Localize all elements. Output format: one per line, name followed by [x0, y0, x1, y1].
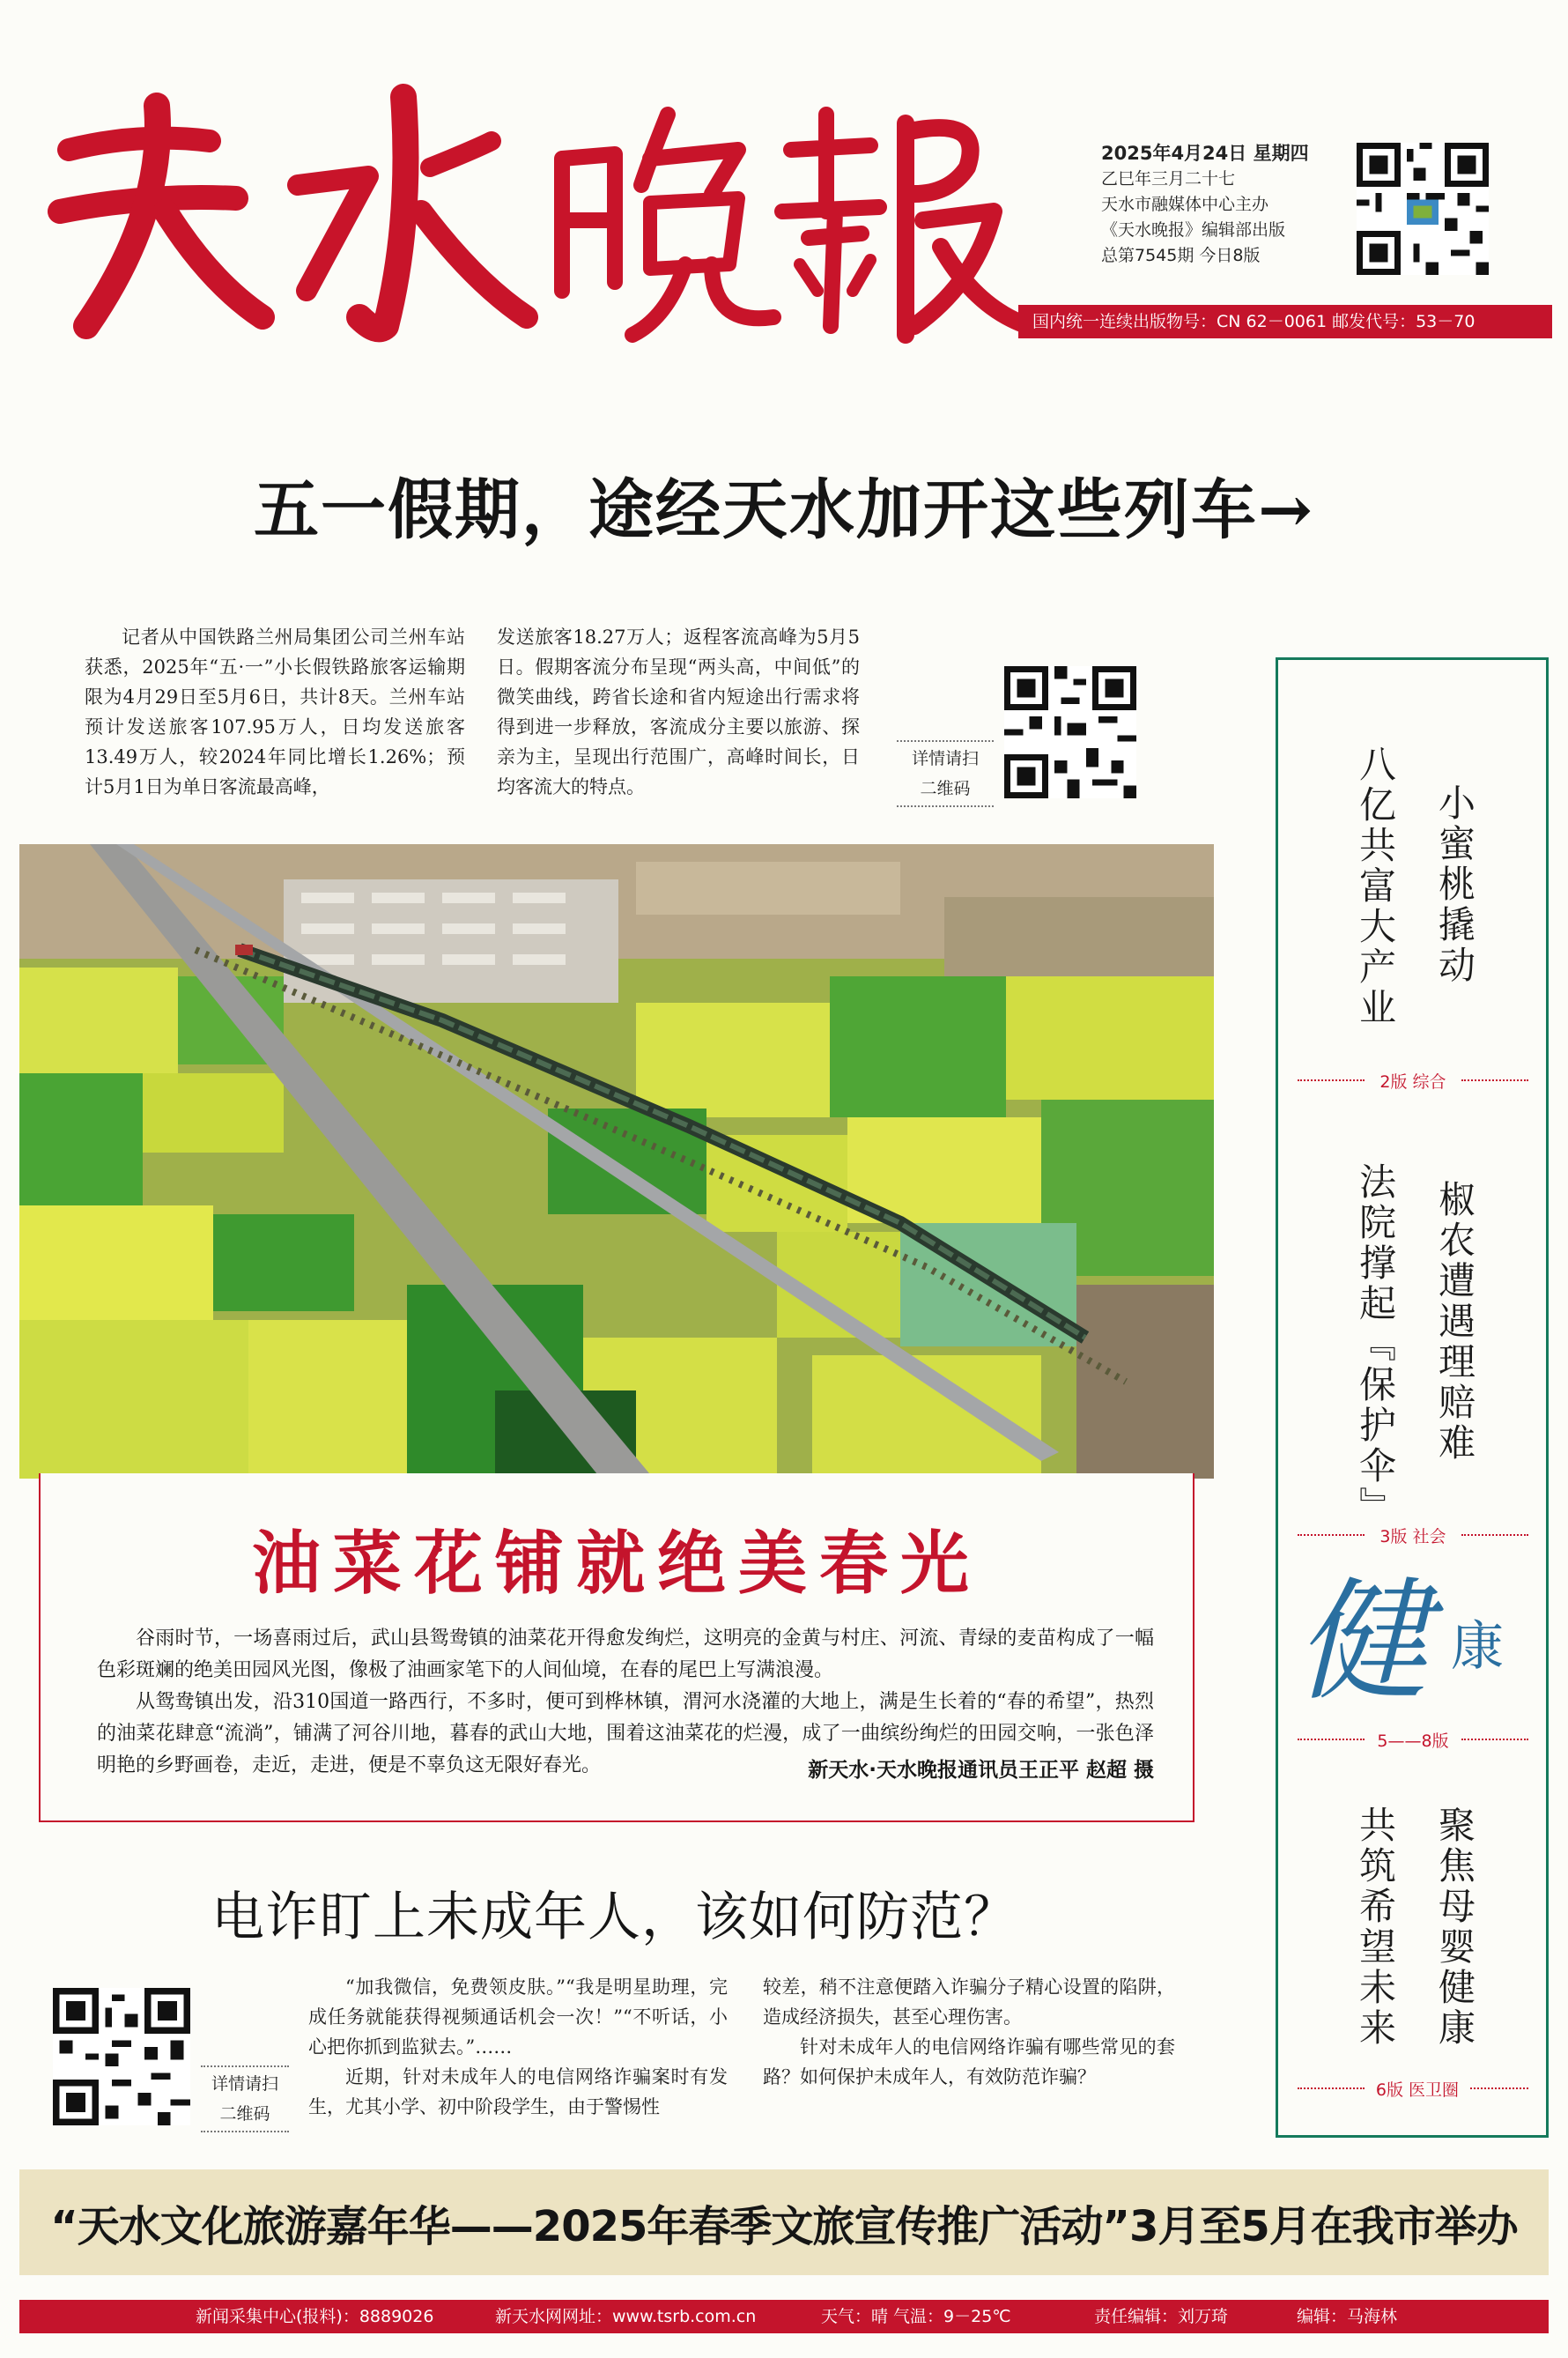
issue-date: 2025年4月24日 星期四 [1101, 143, 1309, 164]
divider [1461, 1079, 1528, 1081]
masthead-meta [1101, 141, 1348, 269]
qr-label-line1: 详情请扫 [211, 2074, 278, 2094]
health-title-big[interactable]: 健 [1296, 1566, 1429, 1719]
promo-headline[interactable]: “天水文化旅游嘉年华——2025年春季文旅宣传推广活动”3月至5月在我市举办 [50, 2202, 1518, 2251]
second-story-col2 [763, 1972, 1175, 2092]
sidebar-item1-line1[interactable]: 小蜜桃撬动 [1433, 783, 1476, 986]
photo-feature-title[interactable]: 油菜花铺就绝美春光 [251, 1524, 981, 1604]
divider [1461, 1739, 1528, 1740]
second-qr-label [201, 2065, 289, 2132]
sidebar-label-page2: 2版 综合 [1379, 1072, 1446, 1092]
photo-credit: 新天水·天水晚报通讯员王正平 赵超 摄 [808, 1759, 1154, 1782]
lunar-date: 乙巳年三月二十七 [1101, 169, 1236, 189]
lead-qr-label [897, 740, 994, 807]
footer-editor: 编辑：马海林 [1297, 2307, 1398, 2326]
second-story-col1 [308, 1972, 728, 2122]
lead-headline[interactable]: 五一假期，途经天水加开这些列车→ [253, 472, 1314, 548]
divider [1298, 1534, 1365, 1536]
second-col2-text: 较差，稍不注意便踏入诈骗分子精心设置的陷阱，造成经济损失，甚至心理伤害。 针对未成年人的电信网络诈骗有哪些常见的套路？如何保护未成年人，有效防范诈骗？ [763, 1976, 1175, 2087]
organizer: 天水市融媒体中心主办 [1101, 195, 1269, 214]
divider [1470, 2087, 1528, 2089]
health-title-small[interactable]: 康 [1451, 1616, 1504, 1678]
caption-paragraph-2: 从鸳鸯镇出发，沿310国道一路西行，不多时，便可到桦林镇，渭河水浇灌的大地上，满是生长着的“春的希望”，热烈的油菜花肆意“流淌”，铺满了河谷川地，暮春的武山大地，围着这油菜花的烂漫，成了一曲缤纷绚烂的田园交响，一张色泽明艳的乡野画卷，走近，走进，便是不辜负这无限好春光。 [97, 1691, 1154, 1776]
qr-label-line2: 二维码 [920, 779, 971, 798]
qr-label-line1: 详情请扫 [911, 749, 979, 768]
index-sidebar [1276, 657, 1549, 2138]
masthead-logo [33, 62, 1091, 352]
publication-number-bar: 国内统一连续出版物号：CN 62－0061 邮发代号：53－70 [1018, 305, 1552, 338]
editorial-dept: 《天水晚报》编辑部出版 [1101, 220, 1286, 240]
divider [1298, 1739, 1365, 1740]
sidebar-item1-line2[interactable]: 八亿共富大产业 [1354, 745, 1397, 1028]
footer-duty-editor: 责任编辑：刘万琦 [1094, 2307, 1229, 2326]
lead-qr-code[interactable] [1004, 666, 1136, 798]
lead-story-col1: 记者从中国铁路兰州局集团公司兰州车站获悉，2025年“五·一”小长假铁路旅客运输期限为4月29日至5月6日，共计8天。兰州车站预计发送旅客107.95万人，日均发送旅客13.49万人，较2024年同比增长1.26%；预计5月1日为单日客流最高峰， [85, 627, 465, 797]
second-qr-code[interactable] [53, 1988, 190, 2125]
sidebar-item3-line2[interactable]: 共筑希望未来 [1354, 1806, 1397, 2049]
second-headline[interactable]: 电诈盯上未成年人，该如何防范？ [211, 1887, 1017, 1948]
lead-story-col2: 发送旅客18.27万人；返程客流高峰为5月5日。假期客流分布呈现“两头高，中间低”的微笑曲线，跨省长途和省内短途出行需求将得到进一步释放，客流成分主要以旅游、探亲为主，呈现出行范围广，高峰时间长，日均客流大的特点。 [497, 627, 860, 797]
masthead-qr-code[interactable] [1357, 143, 1489, 275]
divider [1298, 2087, 1365, 2089]
qr-label-line2: 二维码 [219, 2104, 270, 2124]
second-col1-text: “加我微信，免费领皮肤。”“我是明星助理，完成任务就能获得视频通话机会一次！”“不听话，小心把你抓到监狱去。”…… 近期，针对未成年人的电信网络诈骗案时有发生，尤其小学、初中阶段学生，由于警惕性 [308, 1976, 728, 2117]
footer-hotline: 新闻采集中心(报料)：8889026 [196, 2307, 434, 2326]
divider [1461, 1534, 1528, 1536]
sidebar-item2-line1[interactable]: 椒农遭遇理赔难 [1433, 1180, 1476, 1464]
footer-weather: 天气：晴 气温：9－25℃ [821, 2307, 1011, 2326]
issue-number: 总第7545期 今日8版 [1101, 246, 1261, 265]
footer-bar [19, 2300, 1549, 2333]
rapeseed-field-photo [19, 844, 1214, 1479]
caption-paragraph-1: 谷雨时节，一场喜雨过后，武山县鸳鸯镇的油菜花开得愈发绚烂，这明亮的金黄与村庄、河流、青绿的麦苗构成了一幅色彩斑斓的绝美田园风光图，像极了油画家笔下的人间仙境，在春的尾巴上写满浪漫。 [97, 1628, 1154, 1681]
sidebar-item3-line1[interactable]: 聚焦母婴健康 [1433, 1806, 1476, 2049]
sidebar-item2-line2[interactable]: 法院撑起『保护伞』 [1354, 1162, 1397, 1527]
sidebar-label-page6: 6版 医卫圈 [1375, 2080, 1460, 2100]
sidebar-label-pages5-8: 5——8版 [1377, 1731, 1449, 1751]
divider [1298, 1079, 1365, 1081]
sidebar-label-page3: 3版 社会 [1379, 1527, 1446, 1546]
footer-website[interactable]: 新天水网网址：www.tsrb.com.cn [495, 2307, 757, 2326]
